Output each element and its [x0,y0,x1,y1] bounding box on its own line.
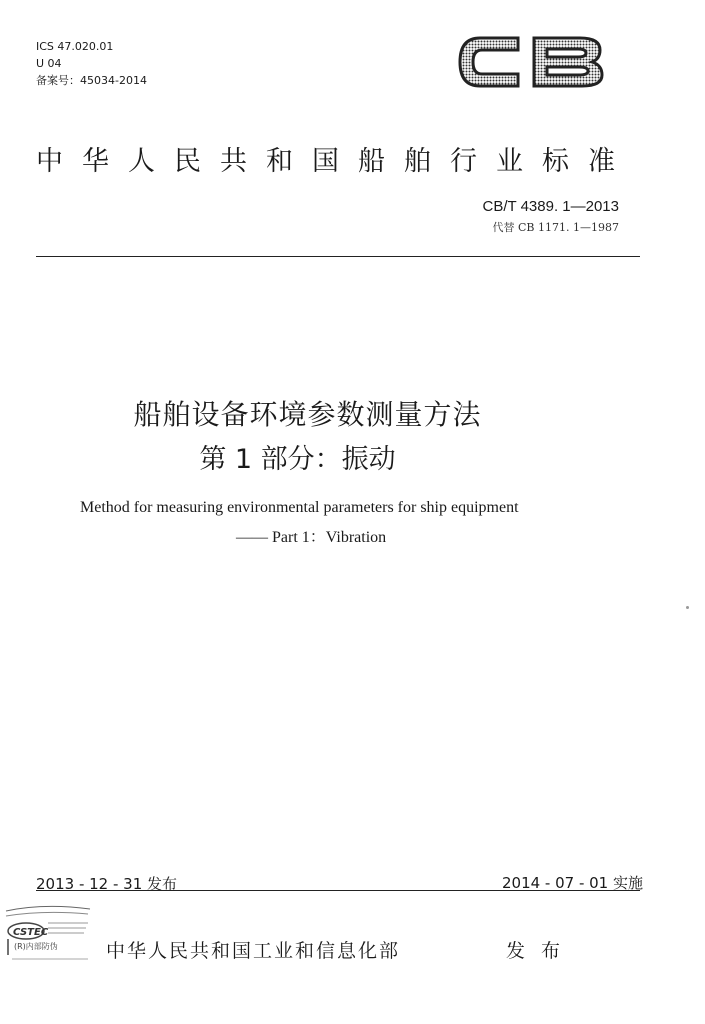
title-en-line2: —— Part 1：Vibration [236,529,387,546]
bottom-divider [36,890,640,891]
publisher: 中华人民共和国工业和信息化部 [106,940,401,962]
stamp-line2: (R)内部防伪 [14,942,58,951]
anti-counterfeit-stamp [4,903,96,965]
cb-logo [456,34,606,90]
standard-number: CB/T 4389. 1—2013 [482,198,619,215]
publish-label: 发 布 [506,940,566,962]
title-cn-line2: 第 1 部分：振动 [199,444,396,475]
title-en-line1: Method for measuring environmental parameters for ship equipment [80,499,519,516]
classification-code: U 04 [36,57,62,70]
record-number: 备案号：45034-2014 [36,74,147,87]
document-metadata [36,38,147,89]
implementation-date: 2014 - 07 - 01 实施 [501,874,643,892]
title-cn-line1: 船舶设备环境参数测量方法 [133,398,482,431]
scan-speck [686,606,689,609]
ics-code: ICS 47.020.01 [36,40,114,53]
stamp-text: CSTEC [13,927,49,938]
top-divider [36,256,640,257]
industry-standard-title: 中华人民共和国船舶行业标准 [36,146,634,177]
issue-date: 2013 - 12 - 31 发布 [36,875,178,893]
replaces-standard: 代替 CB 1171. 1—1987 [492,221,619,234]
